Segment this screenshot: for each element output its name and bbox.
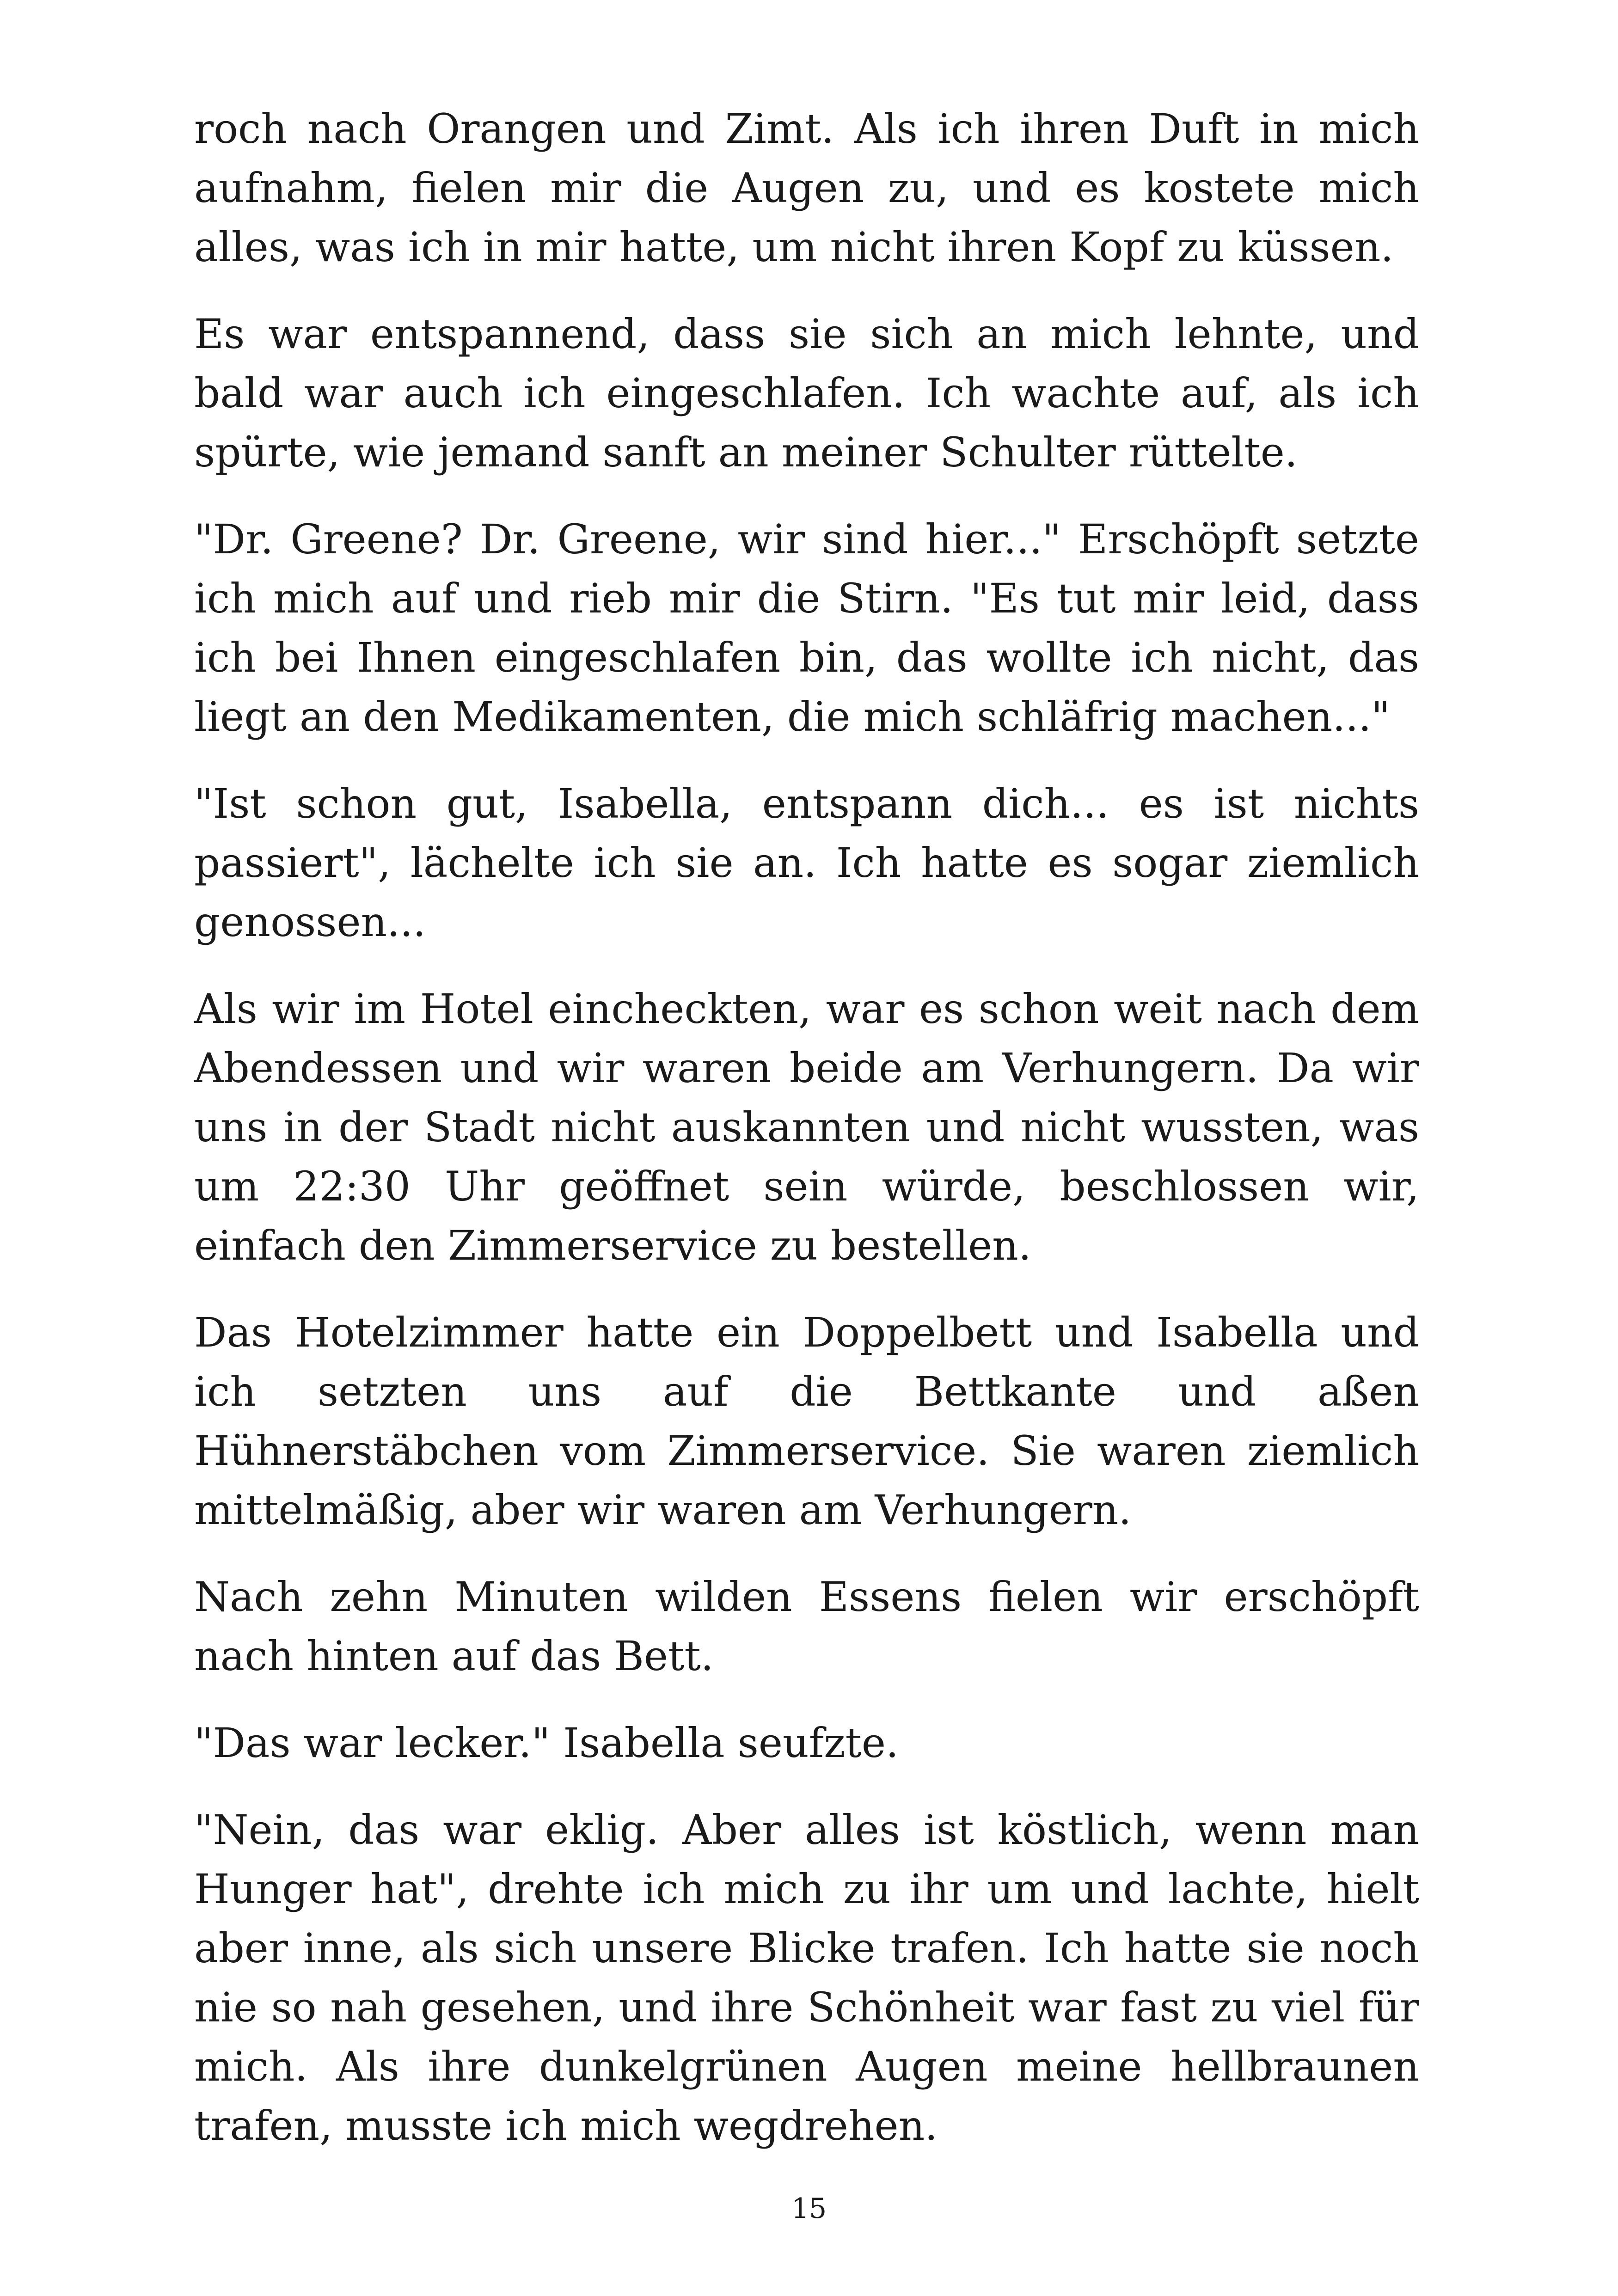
paragraph-8: "Das war lecker." Isabella seufzte.	[194, 1719, 899, 1767]
paragraph-2: Es war entspannend, dass sie sich an mich lehnte, und bald war auch ich eingeschlafen. Ich wachte auf, als ich spürte, wie jemand sanft an meiner Schulter rüttelte.	[194, 310, 1419, 476]
body-text	[194, 99, 1419, 2183]
paragraph-9: "Nein, das war eklig. Aber alles ist köstlich, wenn man Hunger hat", drehte ich mich zu ihr um und lachte, hielt aber inne, als sich unsere Blicke trafen. Ich hatte sie noch nie so nah gesehen, und ihre Schönheit war fast zu viel für mich. Als ihre dunkelgrünen Augen meine hellbraunen trafen, musste ich mich wegdrehen.	[194, 1806, 1419, 2149]
paragraph-5: Als wir im Hotel eincheckten, war es schon weit nach dem Abendessen und wir waren beide am Verhungern. Da wir uns in der Stadt nicht auskannten und nicht wussten, was um 22:30 Uhr geöffnet sein würde, beschlossen wir, einfach den Zimmerservice zu bestellen.	[194, 985, 1419, 1269]
paragraph-6: Das Hotelzimmer hatte ein Doppelbett und Isabella und ich setzten uns auf die Bettkante und aßen Hühnerstäbchen vom Zimmerservice. Sie waren ziemlich mittelmäßig, aber wir waren am Verhungern.	[194, 1309, 1419, 1534]
paragraph-4: "Ist schon gut, Isabella, entspann dich... es ist nichts passiert", lächelte ich sie an. Ich hatte es sogar ziemlich genossen...	[194, 780, 1419, 946]
page-number: 15	[791, 2192, 827, 2225]
paragraph-3: "Dr. Greene? Dr. Greene, wir sind hier..." Erschöpft setzte ich mich auf und rieb mir die Stirn. "Es tut mir leid, dass ich bei Ihnen eingeschlafen bin, das wollte ich nicht, das liegt an den Medikamenten, die mich schläfrig machen..."	[194, 515, 1419, 741]
paragraph-1: roch nach Orangen und Zimt. Als ich ihren Duft in mich aufnahm, fielen mir die Augen zu, und es kostete mich alles, was ich in mir hatte, um nicht ihren Kopf zu küssen.	[194, 105, 1419, 271]
paragraph-7: Nach zehn Minuten wilden Essens fielen wir erschöpft nach hinten auf das Bett.	[194, 1573, 1419, 1680]
